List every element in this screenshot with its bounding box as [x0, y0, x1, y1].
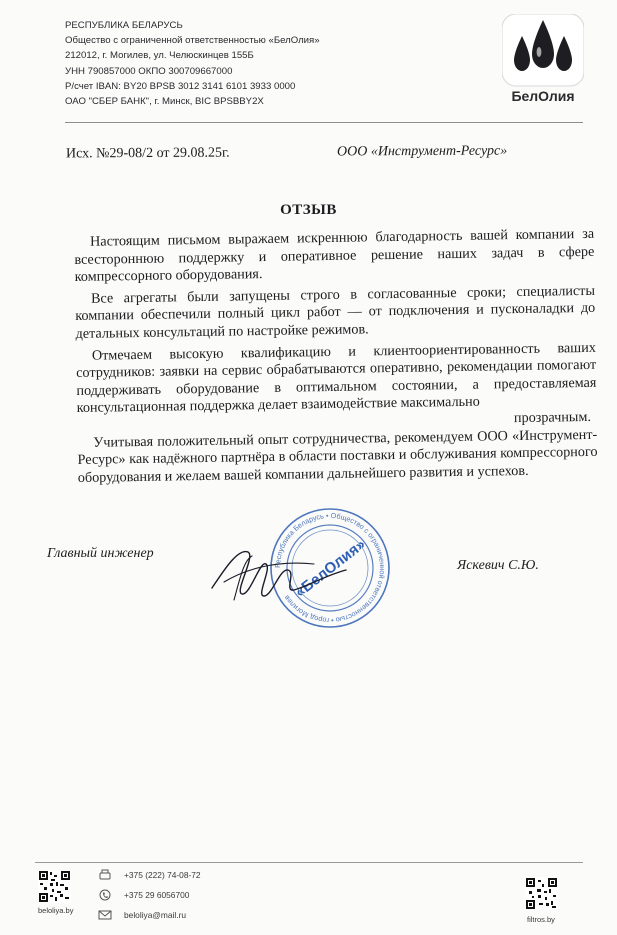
- stamp-center-text: «БелОлия»: [291, 535, 369, 602]
- header-bank-name: ОАО "СБЕР БАНК", г. Минск, BIC BPSBBY2X: [65, 96, 264, 108]
- header-tax-ids: УНН 790857000 ОКПО 300709667000: [65, 65, 233, 77]
- header-country: РЕСПУБЛИКА БЕЛАРУСЬ: [65, 20, 183, 31]
- phone-2-text: +375 29 6056700: [124, 890, 190, 900]
- paragraph-4: Учитывая положительный опыт сотрудничества, рекомендуем ООО «Инструмент-Ресурс» как надёжного партнёра в области поставки и обслуживания компрессорного оборудования и желаем вашей компании дальнейшего развития и успехов.: [77, 426, 598, 486]
- signature: [204, 530, 354, 610]
- paragraph-3-tail: прозрачным.: [513, 408, 592, 427]
- oil-drops-icon: [502, 14, 584, 88]
- phone-icon: [98, 889, 112, 901]
- recipient: ООО «Инструмент-Ресурс»: [336, 143, 508, 160]
- header-company-name: Общество с ограниченной ответственностью «БелОлия»: [65, 35, 320, 47]
- paragraph-3: Отмечаем высокую квалификацию и клиентоориентированность ваших сотрудников: заявки на сервис обрабатываются оперативно, рекомендации помогают поддерживать оборудование в оптимальном состоянии, а предоставляемая консультационная поддержка делает взаимодействие максимально: [76, 339, 597, 417]
- qr-code-icon: [525, 877, 558, 910]
- phone-1-text: +375 (222) 74-08-72: [124, 870, 201, 880]
- mail-icon: [98, 909, 112, 921]
- letter-body: [74, 226, 598, 491]
- contact-email[interactable]: [98, 909, 186, 921]
- company-logo: [502, 14, 584, 112]
- signer-role: Главный инженер: [47, 546, 154, 561]
- qr-code-icon: [38, 870, 71, 903]
- fax-icon: [98, 869, 112, 881]
- paragraph-1: Настоящим письмом выражаем искреннюю благодарность вашей компании за всестороннюю поддержку и оперативное решение наших задач в сфере компрессорного оборудования.: [74, 225, 595, 286]
- company-header: [65, 18, 495, 109]
- stamp-ring-text: Республика Беларусь • Общество с ограниченной ответственностью • город Могилев: [272, 510, 388, 626]
- header-divider: [65, 122, 583, 123]
- paragraph-2: Все агрегаты были запущены строго в согласованные сроки; специалисты компании обеспечили полный цикл работ — от подключения и пусконаладки до детальных консультаций по настройке режимов.: [75, 282, 596, 342]
- site-right[interactable]: filtros.by: [527, 915, 555, 924]
- logo-wordmark: БелОлия: [511, 88, 575, 104]
- contact-phone-2: [98, 889, 189, 901]
- letter-title: ОТЗЫВ: [280, 202, 337, 218]
- header-bank-account: Р/счет IBAN: BY20 BPSB 3012 3141 6101 3933 0000: [65, 80, 296, 92]
- email-text[interactable]: beloliya@mail.ru: [124, 910, 187, 920]
- signer-name: Яскевич С.Ю.: [457, 558, 539, 573]
- footer-divider: [35, 862, 583, 863]
- contact-phone-1: [98, 869, 201, 881]
- outgoing-number: Исх. №29-08/2 от 29.08.25г.: [65, 145, 230, 162]
- site-left[interactable]: beloliya.by: [38, 906, 74, 915]
- header-address: 212012, г. Могилев, ул. Челюскинцев 155Б: [65, 50, 254, 62]
